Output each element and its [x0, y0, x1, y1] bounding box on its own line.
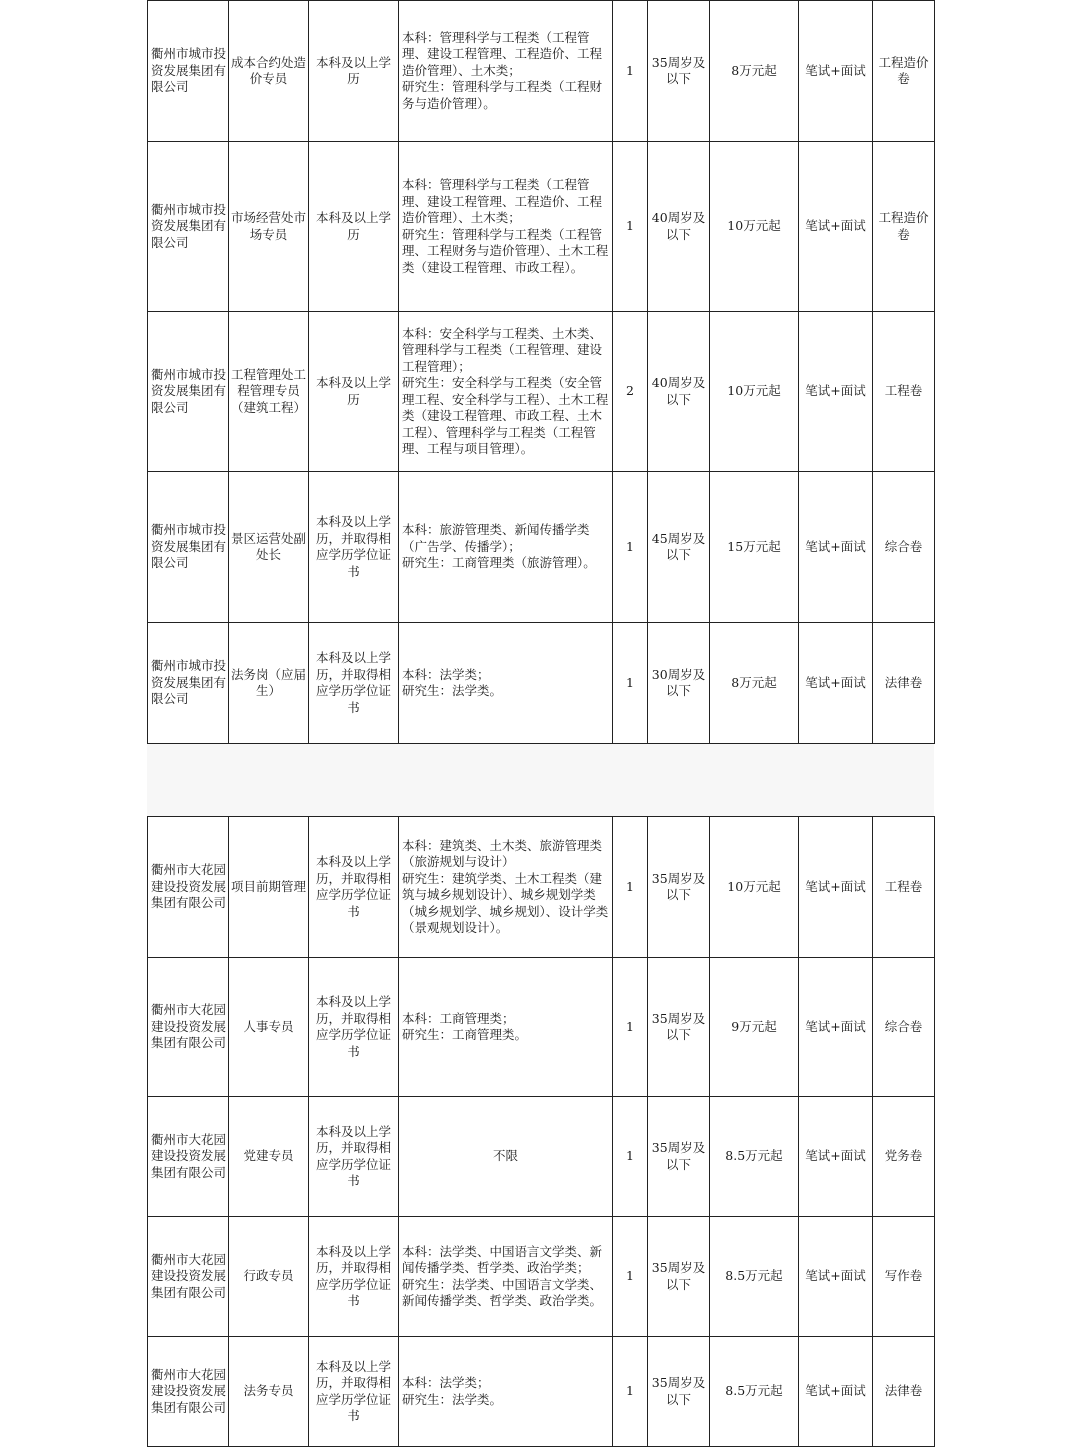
- count-cell: 1: [613, 1217, 648, 1337]
- count-cell: 1: [613, 958, 648, 1097]
- major-cell: 本科：建筑类、土木类、旅游管理类（旅游规划与设计） 研究生：建筑学类、土木工程类（建筑与城乡规划设计）、城乡规划学类（城乡规划学、城乡规划）、设计学类（景观规划设计）。: [399, 817, 613, 958]
- table-row: [148, 1217, 935, 1337]
- exam-method-cell: 笔试+面试: [799, 1097, 873, 1217]
- count-cell: 2: [613, 312, 648, 472]
- salary-cell: 8.5万元起: [710, 1217, 799, 1337]
- age-cell: 30周岁及以下: [648, 623, 710, 744]
- major-cell: 本科：法学类、中国语言文学类、新闻传播学类、哲学类、政治学类； 研究生：法学类、中国语言文学类、新闻传播学类、哲学类、政治学类。: [399, 1217, 613, 1337]
- paper-cell: 综合卷: [873, 958, 935, 1097]
- salary-cell: 8万元起: [710, 623, 799, 744]
- major-cell: 本科：法学类； 研究生：法学类。: [399, 1337, 613, 1447]
- age-cell: 40周岁及以下: [648, 142, 710, 312]
- salary-cell: 8.5万元起: [710, 1097, 799, 1217]
- exam-method-cell: 笔试+面试: [799, 817, 873, 958]
- employer-cell: 衢州市城市投资发展集团有限公司: [148, 312, 229, 472]
- paper-cell: 法律卷: [873, 623, 935, 744]
- employer-cell: 衢州市大花园建设投资发展集团有限公司: [148, 1337, 229, 1447]
- table-row: [148, 1, 935, 142]
- employer-cell: 衢州市城市投资发展集团有限公司: [148, 623, 229, 744]
- table-row: [148, 817, 935, 958]
- major-cell: 不限: [399, 1097, 613, 1217]
- education-cell: 本科及以上学历，并取得相应学历学位证书: [309, 1217, 399, 1337]
- paper-cell: 党务卷: [873, 1097, 935, 1217]
- paper-cell: 综合卷: [873, 472, 935, 623]
- education-cell: 本科及以上学历，并取得相应学历学位证书: [309, 958, 399, 1097]
- salary-cell: 10万元起: [710, 312, 799, 472]
- paper-cell: 工程卷: [873, 312, 935, 472]
- paper-cell: 法律卷: [873, 1337, 935, 1447]
- salary-cell: 15万元起: [710, 472, 799, 623]
- employer-cell: 衢州市城市投资发展集团有限公司: [148, 472, 229, 623]
- major-cell: 本科：工商管理类； 研究生：工商管理类。: [399, 958, 613, 1097]
- education-cell: 本科及以上学历，并取得相应学历学位证书: [309, 472, 399, 623]
- employer-cell: 衢州市城市投资发展集团有限公司: [148, 142, 229, 312]
- employer-cell: 衢州市城市投资发展集团有限公司: [148, 1, 229, 142]
- exam-method-cell: 笔试+面试: [799, 623, 873, 744]
- salary-cell: 9万元起: [710, 958, 799, 1097]
- position-cell: 成本合约处造价专员: [229, 1, 309, 142]
- employer-cell: 衢州市大花园建设投资发展集团有限公司: [148, 958, 229, 1097]
- count-cell: 1: [613, 1, 648, 142]
- age-cell: 45周岁及以下: [648, 472, 710, 623]
- age-cell: 35周岁及以下: [648, 817, 710, 958]
- count-cell: 1: [613, 472, 648, 623]
- employer-cell: 衢州市大花园建设投资发展集团有限公司: [148, 1217, 229, 1337]
- age-cell: 35周岁及以下: [648, 1337, 710, 1447]
- salary-cell: 10万元起: [710, 142, 799, 312]
- table-row: [148, 1097, 935, 1217]
- exam-method-cell: 笔试+面试: [799, 1217, 873, 1337]
- exam-method-cell: 笔试+面试: [799, 472, 873, 623]
- position-cell: 行政专员: [229, 1217, 309, 1337]
- exam-method-cell: 笔试+面试: [799, 142, 873, 312]
- table-row: [148, 142, 935, 312]
- education-cell: 本科及以上学历，并取得相应学历学位证书: [309, 1097, 399, 1217]
- employer-cell: 衢州市大花园建设投资发展集团有限公司: [148, 817, 229, 958]
- paper-cell: 工程卷: [873, 817, 935, 958]
- table-grand-garden: [147, 816, 935, 1447]
- count-cell: 1: [613, 1097, 648, 1217]
- count-cell: 1: [613, 623, 648, 744]
- position-cell: 项目前期管理: [229, 817, 309, 958]
- position-cell: 景区运营处副处长: [229, 472, 309, 623]
- age-cell: 35周岁及以下: [648, 1217, 710, 1337]
- education-cell: 本科及以上学历: [309, 142, 399, 312]
- employer-cell: 衢州市大花园建设投资发展集团有限公司: [148, 1097, 229, 1217]
- salary-cell: 10万元起: [710, 817, 799, 958]
- major-cell: 本科：法学类； 研究生：法学类。: [399, 623, 613, 744]
- recruitment-table-grand-garden: [147, 816, 934, 1447]
- education-cell: 本科及以上学历，并取得相应学历学位证书: [309, 623, 399, 744]
- exam-method-cell: 笔试+面试: [799, 1, 873, 142]
- age-cell: 35周岁及以下: [648, 1, 710, 142]
- table-row: [148, 1337, 935, 1447]
- count-cell: 1: [613, 142, 648, 312]
- position-cell: 市场经营处市场专员: [229, 142, 309, 312]
- position-cell: 党建专员: [229, 1097, 309, 1217]
- age-cell: 40周岁及以下: [648, 312, 710, 472]
- position-cell: 法务岗（应届生）: [229, 623, 309, 744]
- salary-cell: 8万元起: [710, 1, 799, 142]
- table-city-investment: [147, 0, 935, 744]
- age-cell: 35周岁及以下: [648, 958, 710, 1097]
- age-cell: 35周岁及以下: [648, 1097, 710, 1217]
- exam-method-cell: 笔试+面试: [799, 958, 873, 1097]
- count-cell: 1: [613, 817, 648, 958]
- count-cell: 1: [613, 1337, 648, 1447]
- exam-method-cell: 笔试+面试: [799, 1337, 873, 1447]
- education-cell: 本科及以上学历，并取得相应学历学位证书: [309, 1337, 399, 1447]
- recruitment-table-city-investment: [147, 0, 934, 744]
- major-cell: 本科：管理科学与工程类（工程管理、建设工程管理、工程造价、工程造价管理）、土木类； 研究生：管理科学与工程类（工程管理、工程财务与造价管理）、土木工程类（建设工程管理、市政工程）。: [399, 142, 613, 312]
- salary-cell: 8.5万元起: [710, 1337, 799, 1447]
- major-cell: 本科：旅游管理类、新闻传播学类（广告学、传播学）； 研究生：工商管理类（旅游管理）。: [399, 472, 613, 623]
- paper-cell: 写作卷: [873, 1217, 935, 1337]
- paper-cell: 工程造价卷: [873, 1, 935, 142]
- major-cell: 本科：安全科学与工程类、土木类、管理科学与工程类（工程管理、建设工程管理）； 研究生：安全科学与工程类（安全管理工程、安全科学与工程）、土木工程类（建设工程管理、市政工程、土木工程）、管理科学与工程类（工程管理、工程与项目管理）。: [399, 312, 613, 472]
- table-row: [148, 623, 935, 744]
- position-cell: 法务专员: [229, 1337, 309, 1447]
- position-cell: 工程管理处工程管理专员（建筑工程）: [229, 312, 309, 472]
- table-row: [148, 958, 935, 1097]
- position-cell: 人事专员: [229, 958, 309, 1097]
- table-row: [148, 312, 935, 472]
- exam-method-cell: 笔试+面试: [799, 312, 873, 472]
- paper-cell: 工程造价卷: [873, 142, 935, 312]
- table-row: [148, 472, 935, 623]
- education-cell: 本科及以上学历，并取得相应学历学位证书: [309, 817, 399, 958]
- page-gap: [147, 743, 934, 816]
- education-cell: 本科及以上学历: [309, 312, 399, 472]
- major-cell: 本科：管理科学与工程类（工程管理、建设工程管理、工程造价、工程造价管理）、土木类； 研究生：管理科学与工程类（工程财务与造价管理）。: [399, 1, 613, 142]
- education-cell: 本科及以上学历: [309, 1, 399, 142]
